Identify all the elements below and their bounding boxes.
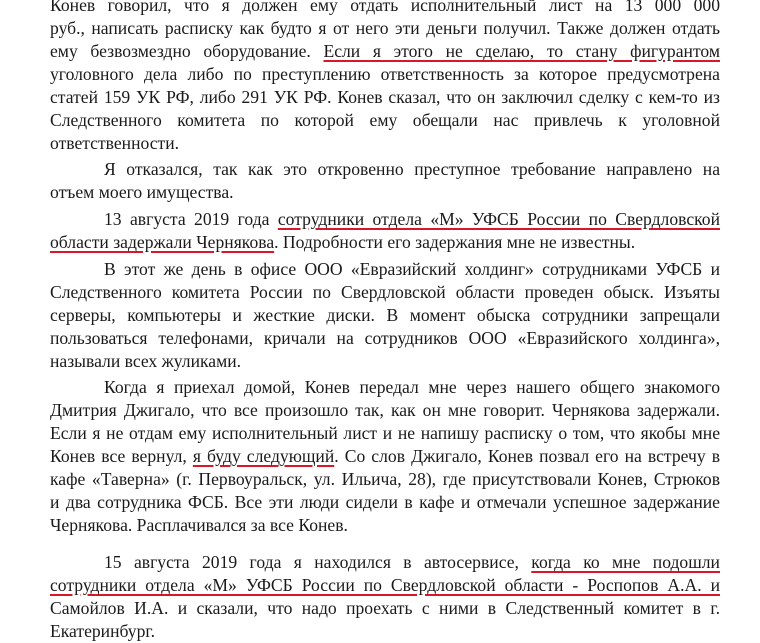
underlined-phrase: я буду следующий — [192, 446, 335, 466]
underlined-phrase: когда ко мне подошли — [531, 552, 720, 572]
text-line — [50, 16, 720, 40]
text-line — [50, 573, 720, 597]
text-run: Чернякова. Расплачивался за все Конев. — [50, 515, 348, 535]
text-line — [50, 280, 720, 304]
text-run: . Со слов Джигало, Конев позвал его на встречу в — [334, 446, 721, 466]
text-run: уголовного дела либо по преступлению ответственность за которое предусмотрена — [50, 64, 720, 84]
text-run: 13 августа 2019 года — [104, 209, 278, 229]
text-line — [50, 230, 720, 254]
text-run: ответственности. — [50, 133, 180, 153]
text-line — [50, 62, 720, 86]
underlined-phrase: области задержали Чернякова — [50, 232, 275, 252]
text-run: Следственного комитета России по Свердловской области проведен обыск. Изъяты — [50, 282, 720, 302]
text-line — [104, 207, 720, 231]
text-line — [50, 490, 720, 514]
text-line — [104, 157, 720, 181]
text-run: Я отказался, так как это откровенно преступное требование направлено на — [104, 159, 720, 179]
text-line — [50, 467, 720, 491]
text-run: Когда я приехал домой, Конев передал мне через нашего общего знакомого — [104, 377, 720, 397]
text-run: Конев говорил, что я должен ему отдать исполнительный лист на 13 000 000 — [50, 0, 720, 15]
text-run: и два сотрудника ФСБ. Все эти люди сидели в кафе и отмечали успешное задержание — [50, 492, 720, 512]
text-line — [104, 375, 720, 399]
text-run: Конев все вернул, — [50, 446, 193, 466]
text-line — [50, 421, 720, 445]
underlined-phrase: сотрудники отдела «М» УФСБ России по Свердловской — [277, 209, 721, 229]
text-run: Екатеринбург. — [50, 621, 156, 641]
text-line — [50, 0, 720, 17]
text-line — [50, 326, 720, 350]
text-line — [50, 596, 720, 620]
text-line — [50, 180, 720, 204]
text-run: ему безвозмездно оборудование. — [50, 41, 324, 61]
text-run: Если я не отдам ему исполнительный лист и не напишу расписку о том, что якобы мне — [50, 423, 720, 443]
text-line — [50, 349, 720, 373]
text-run: статей 159 УК РФ, либо 291 УК РФ. Конев сказал, что он заключил сделку с кем-то из — [50, 87, 720, 107]
underlined-phrase: сотрудники отдела «М» УФСБ России по Свердловской области - Роспопов А.А. и — [50, 575, 720, 595]
text-line — [50, 398, 720, 422]
text-line — [104, 257, 720, 281]
text-line — [50, 303, 720, 327]
text-line — [50, 85, 720, 109]
underlined-phrase: Если я этого не сделаю, то стану фигурантом — [323, 41, 721, 61]
text-line — [50, 444, 720, 468]
text-line — [50, 619, 720, 643]
text-line — [50, 108, 720, 132]
text-run: Дмитрия Джигало, что все произошло так, как он мне говорит. Чернякова задержали. — [50, 400, 720, 420]
text-line — [50, 513, 720, 537]
text-run: называли всех жуликами. — [50, 351, 242, 371]
text-run: пользоваться телефонами, кричали на сотрудников ООО «Евразийского холдинга», — [50, 328, 720, 348]
text-run: Следственного комитета по которой ему обещали нас привлечь к уголовной — [50, 110, 720, 130]
text-run: отъем моего имущества. — [50, 182, 234, 202]
text-line — [104, 550, 720, 574]
text-run: Самойлов И.А. и сказали, что надо проехать с ними в Следственный комитет в г. — [50, 598, 720, 618]
text-run: руб., написать расписку как будто я от него эти деньги получил. Также должен отдать — [50, 18, 720, 38]
text-run: кафе «Таверна» (г. Первоуральск, ул. Ильича, 28), где присутствовали Конев, Стрюков — [50, 469, 720, 489]
text-run: В этот же день в офисе ООО «Евразийский холдинг» сотрудниками УФСБ и — [104, 259, 720, 279]
text-run: . Подробности его задержания мне не известны. — [274, 232, 636, 252]
text-line — [50, 131, 720, 155]
text-run: серверы, компьютеры и жесткие диски. В момент обыска сотрудники запрещали — [50, 305, 720, 325]
text-run: 15 августа 2019 года я находился в автосервисе, — [104, 552, 532, 572]
text-line — [50, 39, 720, 63]
